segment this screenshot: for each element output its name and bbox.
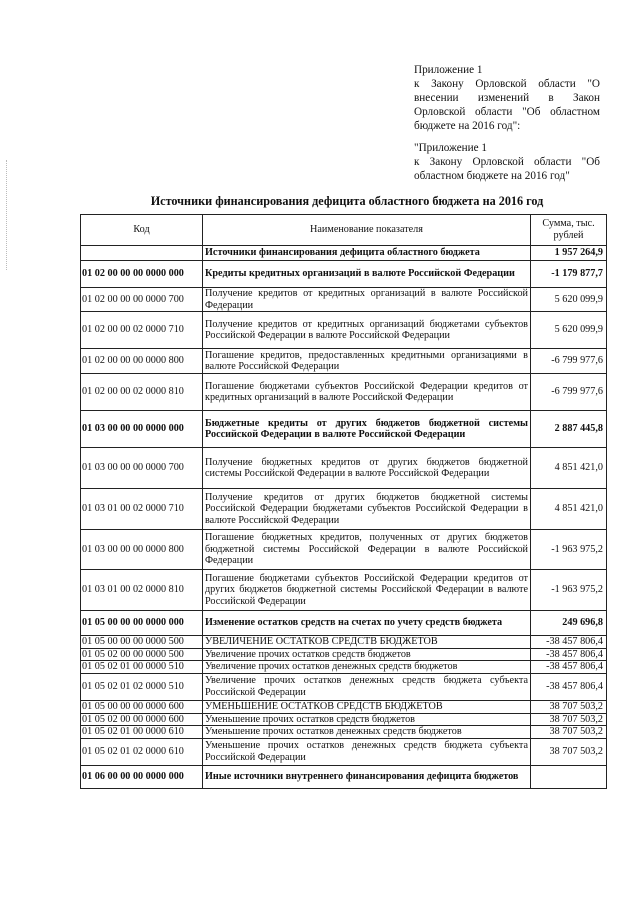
table-row — [81, 673, 607, 700]
code-cell: 01 05 02 01 00 0000 610 — [81, 726, 203, 739]
name-cell: Бюджетные кредиты от других бюджетов бюджетной системы Российской Федерации в валюте Российской Федерации — [203, 411, 531, 448]
code-cell: 01 06 00 00 00 0000 000 — [81, 765, 203, 788]
sum-cell — [531, 765, 607, 788]
sum-cell: 4 851 421,0 — [531, 448, 607, 489]
sum-cell: 5 620 099,9 — [531, 288, 607, 312]
table-row — [81, 448, 607, 489]
name-cell: Получение кредитов от кредитных организаций бюджетами субъектов Российской Федерации в валюте Российской Федерации — [203, 312, 531, 349]
table-row — [81, 246, 607, 261]
code-cell: 01 05 02 01 00 0000 510 — [81, 661, 203, 674]
code-cell: 01 05 02 01 02 0000 610 — [81, 738, 203, 765]
code-cell: 01 05 02 00 00 0000 600 — [81, 713, 203, 726]
code-cell: 01 03 01 00 02 0000 710 — [81, 489, 203, 530]
code-cell: 01 02 00 00 02 0000 710 — [81, 312, 203, 349]
sum-cell: 38 707 503,2 — [531, 713, 607, 726]
name-cell: Получение кредитов от кредитных организаций в валюте Российской Федерации — [203, 288, 531, 312]
code-cell: 01 03 00 00 00 0000 700 — [81, 448, 203, 489]
code-cell: 01 05 00 00 00 0000 000 — [81, 611, 203, 636]
code-cell: 01 05 02 01 02 0000 510 — [81, 673, 203, 700]
table-row — [81, 726, 607, 739]
name-cell: Кредиты кредитных организаций в валюте Российской Федерации — [203, 261, 531, 288]
header-code: Код — [81, 215, 203, 246]
annex-heading — [414, 63, 600, 133]
name-cell: УМЕНЬШЕНИЕ ОСТАТКОВ СРЕДСТВ БЮДЖЕТОВ — [203, 700, 531, 713]
table-row — [81, 611, 607, 636]
name-cell: Источники финансирования дефицита областного бюджета — [203, 246, 531, 261]
sum-cell: 5 620 099,9 — [531, 312, 607, 349]
table-row — [81, 700, 607, 713]
sum-cell: 4 851 421,0 — [531, 489, 607, 530]
sum-cell: -1 963 975,2 — [531, 570, 607, 611]
table-row — [81, 713, 607, 726]
name-cell: Погашение бюджетами субъектов Российской Федерации кредитов от других бюджетов бюджетной системы Российской Федерации в валюте Российской Федерации — [203, 570, 531, 611]
code-cell: 01 03 01 00 02 0000 810 — [81, 570, 203, 611]
header-sum: Сумма, тыс. рублей — [531, 215, 607, 246]
document-title: Источники финансирования дефицита областного бюджета на 2016 год — [150, 194, 544, 208]
code-cell: 01 03 00 00 00 0000 000 — [81, 411, 203, 448]
table-row — [81, 530, 607, 570]
name-cell: Получение кредитов от других бюджетов бюджетной системы Российской Федерации бюджетами субъектов Российской Федерации в валюте Российской Федерации — [203, 489, 531, 530]
name-cell: УВЕЛИЧЕНИЕ ОСТАТКОВ СРЕДСТВ БЮДЖЕТОВ — [203, 636, 531, 649]
table-row — [81, 765, 607, 788]
sum-cell: -6 799 977,6 — [531, 349, 607, 374]
sum-cell: -38 457 806,4 — [531, 661, 607, 674]
code-cell: 01 03 00 00 00 0000 800 — [81, 530, 203, 570]
table-row — [81, 288, 607, 312]
code-cell: 01 05 02 00 00 0000 500 — [81, 648, 203, 661]
table-row — [81, 570, 607, 611]
code-cell: 01 02 00 00 00 0000 000 — [81, 261, 203, 288]
code-cell: 01 02 00 00 00 0000 800 — [81, 349, 203, 374]
table-row — [81, 374, 607, 411]
name-cell: Увеличение прочих остатков денежных средств бюджетов — [203, 661, 531, 674]
table-row — [81, 411, 607, 448]
code-cell: 01 02 00 00 00 0000 700 — [81, 288, 203, 312]
name-cell: Получение бюджетных кредитов от других бюджетов бюджетной системы Российской Федерации в валюте Российской Федерации — [203, 448, 531, 489]
table-row — [81, 636, 607, 649]
name-cell: Изменение остатков средств на счетах по учету средств бюджета — [203, 611, 531, 636]
table-body — [81, 246, 607, 789]
sum-cell: 38 707 503,2 — [531, 738, 607, 765]
sum-cell: 2 887 445,8 — [531, 411, 607, 448]
table-row — [81, 312, 607, 349]
sum-cell: -38 457 806,4 — [531, 673, 607, 700]
name-cell: Иные источники внутреннего финансирования дефицита бюджетов — [203, 765, 531, 788]
annex-inner-heading-text: "Приложение 1 к Закону Орловской области "Об областном бюджете на 2016 год" — [414, 142, 600, 182]
table-row — [81, 261, 607, 288]
code-cell — [81, 246, 203, 261]
sum-cell: -38 457 806,4 — [531, 648, 607, 661]
table-row — [81, 349, 607, 374]
table-row — [81, 489, 607, 530]
annex-heading-text: Приложение 1 к Закону Орловской области "О внесении изменений в Закон Орловской области "Об областном бюджете на 2016 год": — [414, 64, 600, 132]
table-header-row — [81, 215, 607, 246]
sum-cell: 38 707 503,2 — [531, 700, 607, 713]
sum-cell: -6 799 977,6 — [531, 374, 607, 411]
header-name: Наименование показателя — [203, 215, 531, 246]
sum-cell: 249 696,8 — [531, 611, 607, 636]
code-cell: 01 05 00 00 00 0000 600 — [81, 700, 203, 713]
sum-cell: 1 957 264,9 — [531, 246, 607, 261]
name-cell: Увеличение прочих остатков денежных средств бюджета субъекта Российской Федерации — [203, 673, 531, 700]
sum-cell: -38 457 806,4 — [531, 636, 607, 649]
sum-cell: 38 707 503,2 — [531, 726, 607, 739]
name-cell: Погашение бюджетами субъектов Российской Федерации кредитов от кредитных организаций в валюте Российской Федерации — [203, 374, 531, 411]
annex-inner-heading — [414, 141, 600, 183]
name-cell: Погашение бюджетных кредитов, полученных от других бюджетов бюджетной системы Российской Федерации в валюте Российской Федерации — [203, 530, 531, 570]
name-cell: Уменьшение прочих остатков средств бюджетов — [203, 713, 531, 726]
code-cell: 01 05 00 00 00 0000 500 — [81, 636, 203, 649]
name-cell: Увеличение прочих остатков средств бюджетов — [203, 648, 531, 661]
sum-cell: -1 179 877,7 — [531, 261, 607, 288]
scan-margin-marks — [6, 160, 9, 270]
name-cell: Уменьшение прочих остатков денежных средств бюджета субъекта Российской Федерации — [203, 738, 531, 765]
financing-sources-table — [80, 214, 607, 789]
code-cell: 01 02 00 00 02 0000 810 — [81, 374, 203, 411]
table-row — [81, 661, 607, 674]
sum-cell: -1 963 975,2 — [531, 530, 607, 570]
table-row — [81, 738, 607, 765]
table-row — [81, 648, 607, 661]
name-cell: Погашение кредитов, предоставленных кредитными организациями в валюте Российской Федерации — [203, 349, 531, 374]
name-cell: Уменьшение прочих остатков денежных средств бюджетов — [203, 726, 531, 739]
